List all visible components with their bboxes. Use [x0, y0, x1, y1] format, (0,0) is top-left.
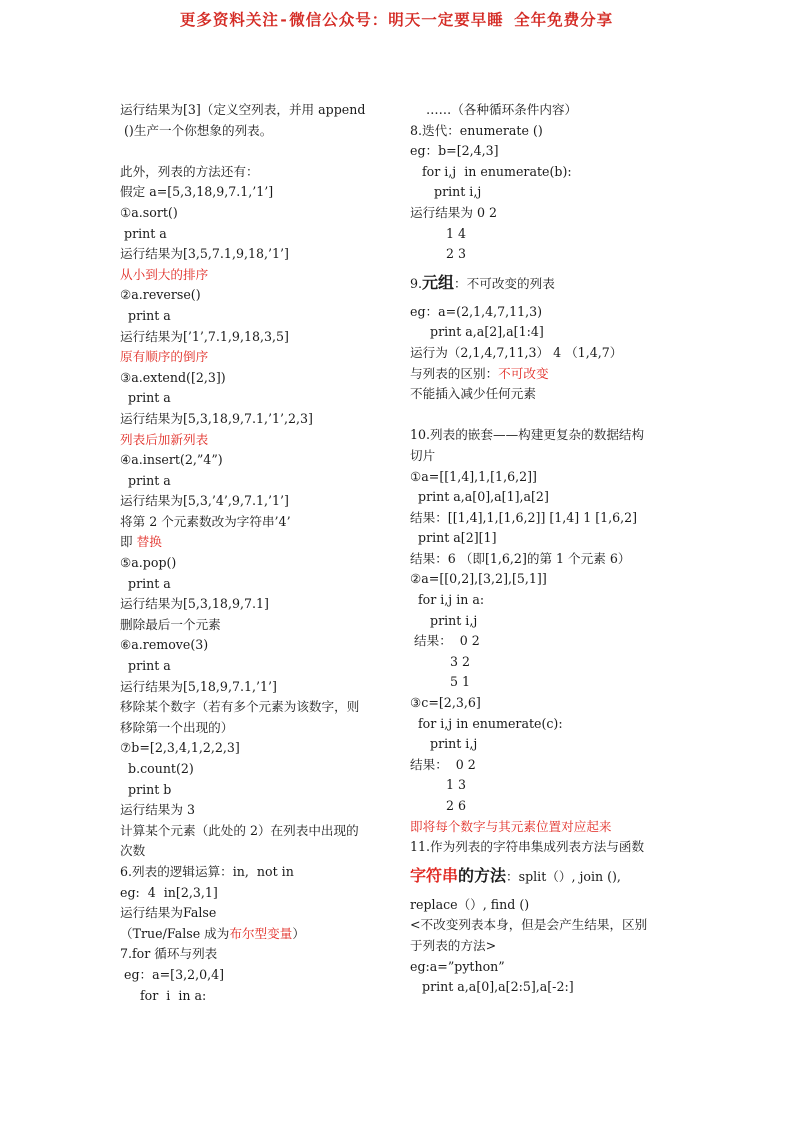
code-line: print a,a[0],a[1],a[2]	[410, 489, 549, 505]
blank-line	[120, 141, 388, 162]
code-line: print a	[120, 658, 171, 674]
text-line: 运行结果为[3,5,7.1,9,18,’1’]	[120, 246, 289, 262]
text-line	[410, 364, 680, 385]
text-line: 8.迭代：enumerate ()	[410, 122, 543, 138]
section-heading	[410, 864, 680, 889]
code-line: b.count(2)	[120, 761, 194, 776]
note-red: 原有顺序的倒序	[120, 349, 209, 365]
text-line: 结果：[[1,4],1,[1,6,2]] [1,4] 1 [1,6,2]	[410, 509, 638, 525]
text-line: 此外，列表的方法还有：	[120, 163, 259, 179]
text-line: 运行结果为False	[120, 905, 217, 921]
text-line: 结果： 0 2	[410, 756, 476, 772]
text-line: 运行结果为[5,3,18,9,7.1]	[120, 596, 269, 612]
text-line: 于列表的方法>	[410, 937, 497, 953]
heading-keyword: 元组	[422, 272, 455, 292]
text-line: 移除第一个出现的）	[120, 719, 234, 735]
text-line: ①a.sort()	[120, 204, 178, 220]
code-line: print i,j	[410, 184, 482, 200]
section-heading	[410, 271, 680, 296]
text-line: 删除最后一个元素	[120, 616, 221, 632]
code-line: print a	[120, 225, 167, 241]
blank-line	[410, 405, 680, 426]
code-line: print a[2][1]	[410, 530, 497, 546]
heading-keyword: 的方法	[458, 865, 507, 885]
text-line: 运行结果为[5,18,9,7.1,’1’]	[120, 678, 277, 694]
text-line: 运行结果为[5,3,’4’,9,7.1,’1’]	[120, 493, 289, 509]
text-line: 次数	[120, 843, 146, 859]
text-line: ③c=[2,3,6]	[410, 695, 481, 711]
text-line: 运行结果为 3	[120, 802, 195, 818]
code-line: for i,j in a:	[410, 592, 485, 608]
text-line: 假定 a=[5,3,18,9,7.1,’1’]	[120, 184, 274, 200]
text-line: 2 6	[410, 798, 467, 813]
code-line: print a	[120, 575, 171, 591]
text-line: 运行为（2,1,4,7,11,3） 4 （1,4,7）	[410, 344, 623, 360]
code-line: print a	[120, 307, 171, 323]
text-line: 运行结果为 0 2	[410, 204, 498, 220]
text-line: 1 3	[410, 777, 467, 793]
text-fragment: ）	[292, 925, 305, 941]
code-line: for i in a:	[120, 987, 207, 1003]
text-line: ⑤a.pop()	[120, 555, 177, 571]
left-column	[120, 100, 388, 1006]
code-line: print a,a[2],a[1:4]	[410, 324, 544, 340]
text-fragment: （True/False 成为	[120, 925, 230, 941]
text-line: ④a.insert(2,”4”)	[120, 452, 223, 468]
text-line: ②a=[[0,2],[3,2],[5,1]]	[410, 571, 547, 587]
note-red: 列表后加新列表	[120, 431, 209, 447]
text-line: 6.列表的逻辑运算：in, not in	[120, 863, 294, 879]
text-line: 5 1	[410, 674, 471, 690]
text-line	[120, 532, 388, 553]
header-banner: 更多资料关注-微信公众号：明天一定要早睡 全年免费分享	[179, 11, 614, 29]
code-line: eg:a=”python”	[410, 958, 505, 974]
text-line: 7.for 循环与列表	[120, 946, 218, 962]
text-fragment: 即	[120, 534, 137, 550]
text-fragment: ：split（）, join (),	[506, 868, 621, 884]
text-line: ①a=[[1,4],1,[1,6,2]]	[410, 468, 537, 484]
code-line: print b	[120, 781, 172, 797]
text-line: replace（）, find ()	[410, 896, 530, 912]
code-line: for i,j in enumerate(c):	[410, 715, 563, 731]
note-red: 替换	[136, 534, 162, 550]
text-fragment: 9.	[410, 275, 423, 291]
text-line: 计算某个元素（此处的 2）在列表中出现的	[120, 822, 359, 838]
right-column	[410, 100, 680, 998]
text-line: ⑦b=[2,3,4,1,2,2,3]	[120, 740, 240, 756]
text-fragment: 与列表的区别：	[410, 365, 499, 381]
code-line: print a,a[0],a[2:5],a[-2:]	[410, 979, 574, 995]
text-line: 移除某个数字（若有多个元素为该数字，则	[120, 699, 360, 715]
text-line: ()生产一个你想象的列表。	[120, 122, 273, 138]
text-line: 不能插入减少任何元素	[410, 386, 536, 402]
text-line: 结果：6 （即[1,6,2]的第 1 个元素 6）	[410, 550, 631, 566]
code-line: eg：b=[2,4,3]	[410, 143, 499, 159]
text-line: ⑥a.remove(3)	[120, 637, 209, 653]
code-line: print i,j	[410, 612, 478, 628]
text-line: 结果： 0 2	[410, 633, 480, 649]
note-red: 不可改变	[498, 365, 549, 381]
text-line: 1 4	[410, 225, 467, 241]
code-line: print a	[120, 472, 171, 488]
text-line: 运行结果为[5,3,18,9,7.1,’1’,2,3]	[120, 410, 313, 426]
text-line: 3 2	[410, 653, 471, 669]
text-line: ②a.reverse()	[120, 287, 201, 303]
note-red: 从小到大的排序	[120, 266, 209, 282]
text-line: 运行结果为[’1’,7.1,9,18,3,5]	[120, 328, 289, 344]
text-line: 切片	[410, 447, 436, 463]
text-line	[120, 924, 388, 945]
code-line: eg：a=[3,2,0,4]	[120, 966, 225, 982]
code-line: print i,j	[410, 736, 478, 752]
note-red: 即将每个数字与其元素位置对应起来	[410, 818, 612, 834]
code-line: eg：a=(2,1,4,7,11,3)	[410, 303, 543, 319]
heading-keyword: 字符串	[410, 865, 459, 885]
text-fragment: ：不可改变的列表	[454, 275, 555, 291]
text-line: 运行结果为[3]（定义空列表，并用 append	[120, 102, 366, 117]
code-line: eg: 4 in[2,3,1]	[120, 884, 218, 900]
text-line: 将第 2 个元素数改为字符串’4’	[120, 513, 291, 529]
text-line: 10.列表的嵌套——构建更复杂的数据结构	[410, 427, 645, 443]
text-line: 2 3	[410, 246, 467, 262]
note-red: 布尔型变量	[229, 925, 293, 941]
code-line: for i,j in enumerate(b):	[410, 163, 572, 179]
code-line: print a	[120, 390, 171, 406]
text-line: <不改变列表本身，但是会产生结果，区别	[410, 917, 648, 933]
text-line: 11.作为列表的字符串集成列表方法与函数	[410, 839, 645, 855]
text-line: ③a.extend([2,3])	[120, 369, 226, 385]
text-line: ……（各种循环条件内容）	[410, 102, 578, 117]
